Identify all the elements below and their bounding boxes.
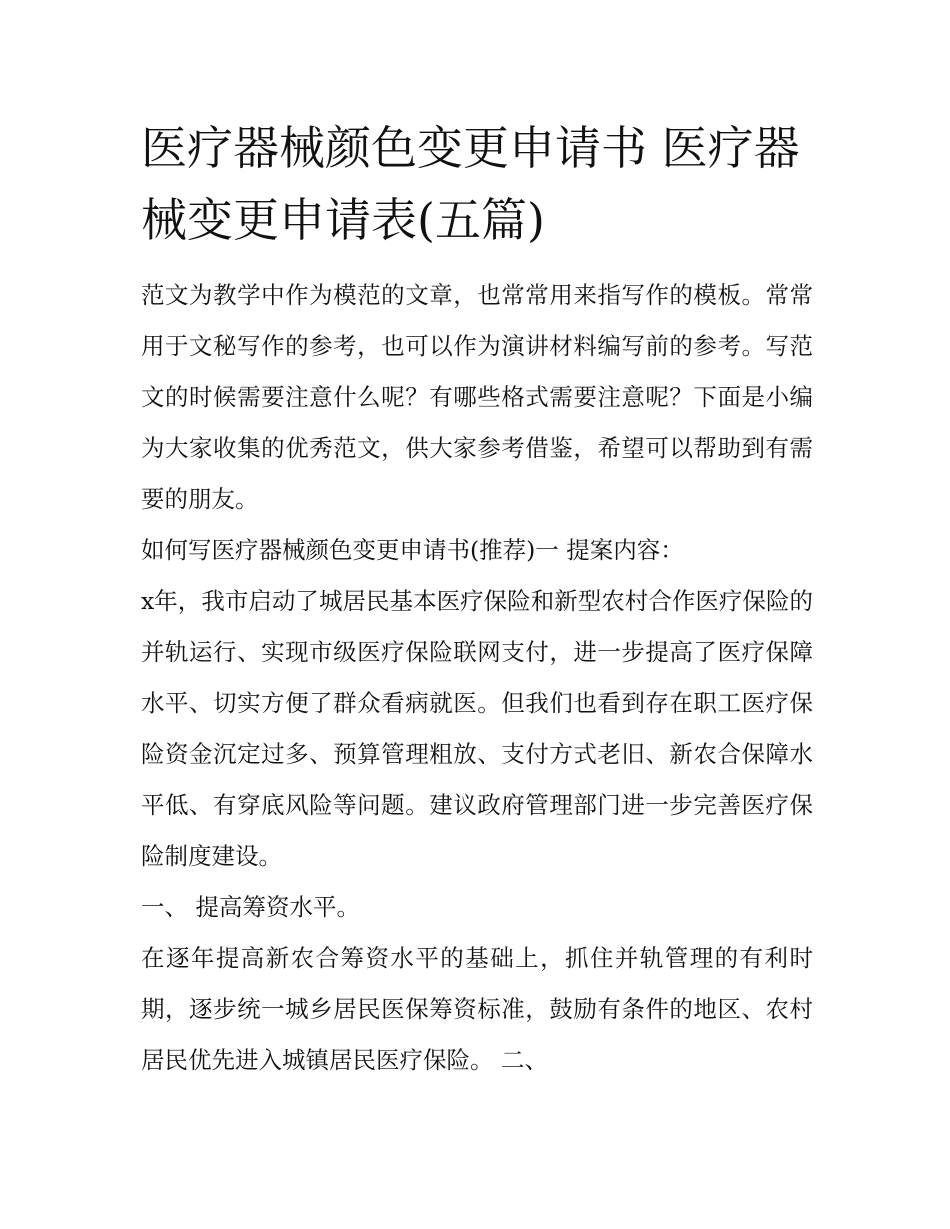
item-heading-1: 一、 提高筹资水平。 bbox=[141, 893, 360, 921]
intro-paragraph: 范文为教学中作为模范的文章，也常常用来指写作的模板。常常用于文秘写作的参考，也可以作为演讲材料编写前的参考。写范文的时候需要注意什么呢？有哪些格式需要注意呢？下面是小编为大家收集的优秀范文，供大家参考借鉴，希望可以帮助到有需要的朋友。 bbox=[141, 281, 813, 513]
document-title: 医疗器械颜色变更申请书 医疗器械变更申请表(五篇) bbox=[141, 121, 800, 247]
document-page bbox=[141, 112, 813, 1086]
section-heading: 如何写医疗器械颜色变更申请书(推荐)一 提案内容： bbox=[141, 536, 684, 564]
document-body bbox=[141, 270, 813, 1086]
proposal-paragraph: x年，我市启动了城居民基本医疗保险和新型农村合作医疗保险的并轨运行、实现市级医疗保险联网支付，进一步提高了医疗保障水平、切实方便了群众看病就医。但我们也看到存在职工医疗保险资金沉定过多、预算管理粗放、支付方式老旧、新农合保障水平低、有穿底风险等问题。建议政府管理部门进一步完善医疗保险制度建设。 bbox=[141, 587, 813, 870]
item-paragraph-1: 在逐年提高新农合筹资水平的基础上，抓住并轨管理的有利时期，逐步统一城乡居民医保筹资标准，鼓励有条件的地区、农村居民优先进入城镇居民医疗保险。 二、 bbox=[141, 944, 813, 1074]
